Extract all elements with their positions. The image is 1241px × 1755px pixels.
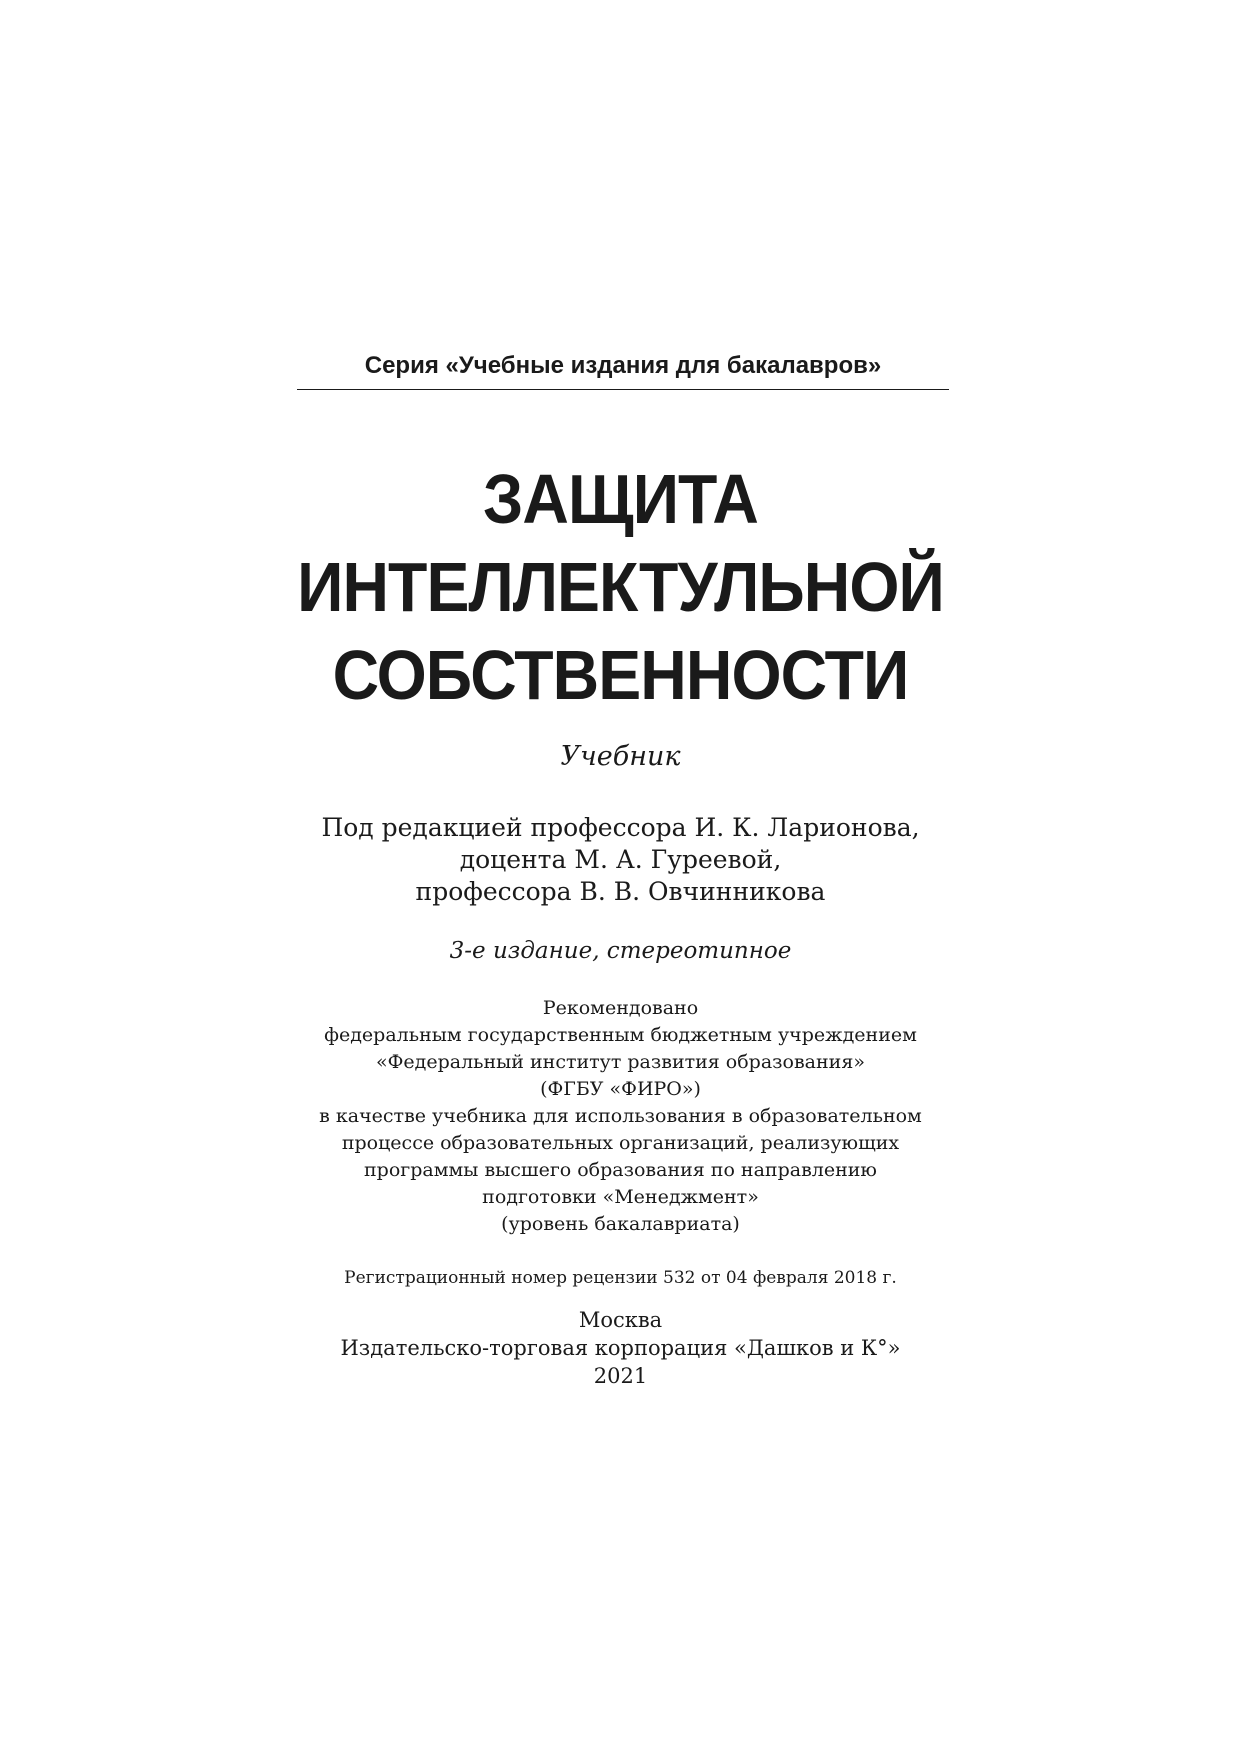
recommendation-line-1: Рекомендовано (542, 997, 699, 1019)
editors-line-3: профессора В. В. Овчинникова (415, 877, 826, 906)
book-subtitle: Учебник (560, 741, 681, 772)
book-title-line-2: ИНТЕЛЛЕКТУЛЬНОЙ (297, 548, 944, 626)
recommendation-line-7: программы высшего образования по направлению (364, 1159, 877, 1181)
editors-line-2: доцента М. А. Гуреевой, (459, 845, 782, 874)
publisher-block (200, 1306, 1041, 1390)
book-title-line-3: СОБСТВЕННОСТИ (332, 636, 909, 714)
recommendation-line-9: (уровень бакалавриата) (501, 1213, 740, 1235)
recommendation-line-5: в качестве учебника для использования в образовательном (319, 1105, 922, 1127)
editors-block (200, 812, 1041, 908)
book-title-line-1: ЗАЩИТА (482, 460, 759, 538)
recommendation-line-3: «Федеральный институт развития образования» (376, 1051, 865, 1073)
book-title (234, 455, 1008, 719)
recommendation-line-4: (ФГБУ «ФИРО») (540, 1078, 701, 1100)
editors-line-1: Под редакцией профессора И. К. Ларионова, (321, 813, 920, 842)
edition-note: 3-е издание, стереотипное (449, 938, 792, 964)
recommendation-line-2: федеральным государственным бюджетным учреждением (324, 1024, 917, 1046)
registration-number: Регистрационный номер рецензии 532 от 04 февраля 2018 г. (344, 1268, 897, 1288)
publisher-city: Москва (578, 1308, 663, 1332)
recommendation-block (200, 995, 1041, 1238)
series-heading: Серия «Учебные издания для бакалавров» (364, 352, 882, 379)
publication-year: 2021 (593, 1364, 648, 1388)
series-divider (297, 389, 949, 390)
publisher-name: Издательско-торговая корпорация «Дашков и К°» (340, 1336, 901, 1360)
recommendation-line-6: процессе образовательных организаций, реализующих (341, 1132, 900, 1154)
recommendation-line-8: подготовки «Менеджмент» (482, 1186, 759, 1208)
